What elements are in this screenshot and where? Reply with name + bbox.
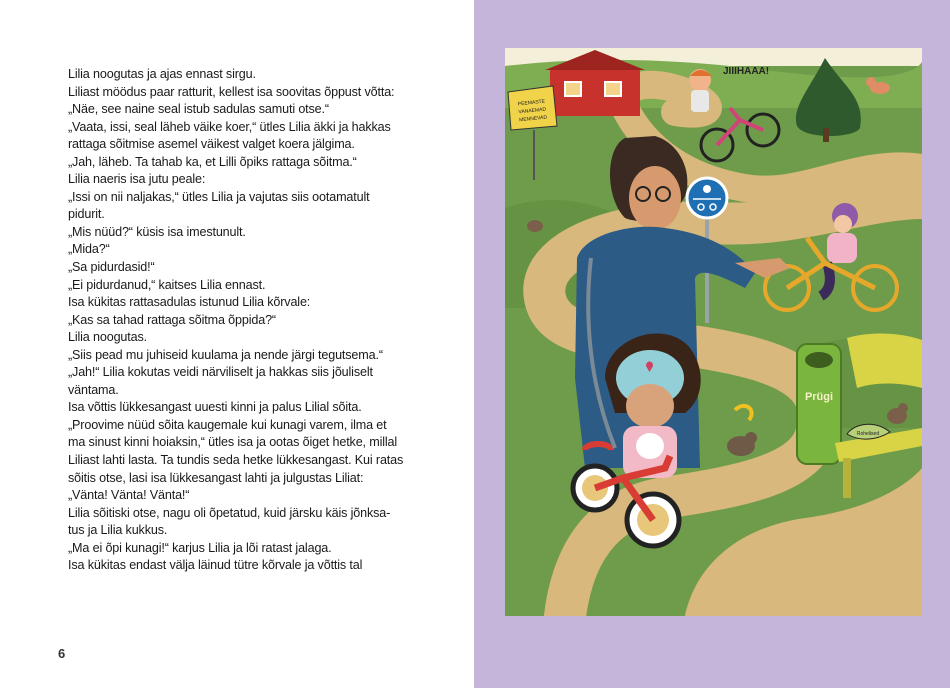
text-line: „Sa pidurdasid!“ xyxy=(68,260,155,275)
text-line: Isa kükitas endast välja läinud tütre kõrvale ja võttis tal xyxy=(68,558,363,573)
text-line: Isa võttis lükkesangast uuesti kinni ja palus Lilial sõita. xyxy=(68,400,362,415)
text-line: väntama. xyxy=(68,382,119,397)
text-line: Liliast lahti lasta. Ta tundis seda hetke lükkesangast. Kui ratas xyxy=(68,453,404,468)
text-line: Liliast möödus paar ratturit, kellest isa soovitas õppust võtta: xyxy=(68,84,395,99)
text-line: „Siis pead mu juhiseid kuulama ja nende järgi tegutsema.“ xyxy=(68,347,383,362)
text-line: „Vaata, issi, seal läheb väike koer,“ ütles Lilia äkki ja hakkas xyxy=(68,119,391,134)
text-line: „Mis nüüd?“ küsis isa imestunult. xyxy=(68,224,246,239)
bird xyxy=(527,220,543,232)
text-line: Lilia noogutas ja ajas ennast sirgu. xyxy=(68,67,256,81)
text-line: Lilia naeris isa jutu peale: xyxy=(68,172,206,187)
text-line: „Jah, läheb. Ta tahab ka, et Lilli õpiks rattaga sõitma.“ xyxy=(68,154,357,169)
text-line: „Mida?“ xyxy=(68,242,110,257)
page-number: 6 xyxy=(58,646,66,661)
story-text xyxy=(68,66,413,575)
text-line: Lilia sõitiski otse, nagu oli õpetatud, kuid järsku käis jõnksa- xyxy=(68,505,391,520)
text-line: sõitis otse, lasi isa lükkesangast lahti ja julgustas Liliat: xyxy=(68,470,364,485)
text-line: ma sinust kinni hoiaksin,“ ütles isa ja ootas õiget hetke, millal xyxy=(68,435,398,450)
text-line: „Ma ei õpi kunagi!“ karjus Lilia ja lõi ratast jalaga. xyxy=(68,540,332,555)
text-line: „Ei pidurdanud,“ kaitses Lilia ennast. xyxy=(68,277,266,292)
text-line: Lilia noogutas. xyxy=(68,330,147,345)
svg-text:VANAEMAD: VANAEMAD xyxy=(518,106,547,116)
shout-text: JIIIHAAA! xyxy=(723,66,770,77)
text-line: Isa kükitas rattasadulas istunud Lilia kõrvale: xyxy=(68,295,311,310)
leaf-label: Rohelised xyxy=(856,431,880,437)
bin-label: Prügi xyxy=(804,391,834,403)
svg-text:MENNEVAD: MENNEVAD xyxy=(518,114,548,124)
text-line: „Vänta! Vänta! Vänta!“ xyxy=(68,488,190,503)
text-line: pidurit. xyxy=(68,207,105,222)
trash-bin xyxy=(797,344,841,464)
park-illustration xyxy=(505,48,922,616)
text-line: „Issi on nii naljakas,“ ütles Lilia ja vajutas siis ootamatult xyxy=(68,189,370,204)
text-line: tus ja Lilia kukkus. xyxy=(68,523,168,538)
text-line: „Jah!“ Lilia kokutas veidi närviliselt ja hakkas siis jõuliselt xyxy=(68,365,373,380)
text-line: „Proovime nüüd sõita kaugemale kui kunagi varem, ilma et xyxy=(68,417,387,432)
left-page xyxy=(0,0,474,688)
svg-text:PEEMASTE: PEEMASTE xyxy=(517,98,546,108)
text-line: „Kas sa tahad rattaga sõitma õppida?“ xyxy=(68,312,276,327)
text-line: rattaga sõitmise asemel väikest valget koera jälgima. xyxy=(68,137,355,152)
text-line: „Näe, see naine seal istub sadulas samuti otse.“ xyxy=(68,102,329,117)
